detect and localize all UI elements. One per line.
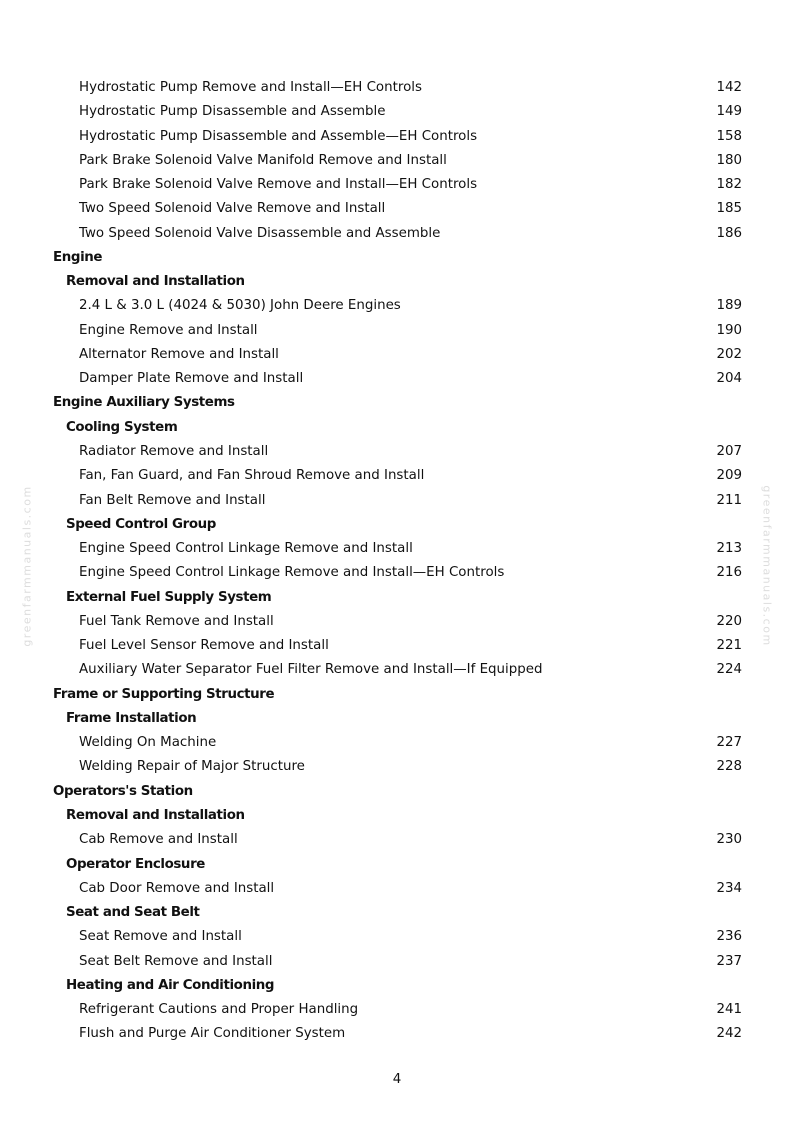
toc-entry[interactable] [0, 925, 794, 949]
toc-entry-title: Seat Remove and Install [79, 929, 242, 945]
toc-entry[interactable] [0, 416, 794, 440]
toc-entry-page: 224 [716, 662, 742, 678]
table-of-contents [0, 76, 794, 1047]
toc-entry-title: Engine Remove and Install [79, 322, 258, 338]
toc-entry-page: 207 [716, 443, 742, 459]
toc-entry-title: Hydrostatic Pump Remove and Install—EH Controls [79, 80, 422, 95]
toc-entry[interactable] [0, 683, 794, 707]
toc-entry-title: Engine Speed Control Linkage Remove and Install [79, 541, 413, 557]
toc-entry-title: Engine Speed Control Linkage Remove and Install—EH Controls [79, 565, 505, 581]
toc-entry-page: 234 [716, 880, 742, 896]
toc-entry[interactable] [0, 149, 794, 173]
toc-entry[interactable] [0, 197, 794, 221]
toc-entry-page: 220 [716, 613, 742, 629]
toc-entry[interactable] [0, 270, 794, 294]
toc-entry[interactable] [0, 294, 794, 318]
toc-entry-title: Alternator Remove and Install [79, 346, 279, 362]
toc-entry-page: 227 [716, 735, 742, 751]
page-number: 4 [392, 1072, 402, 1087]
toc-entry[interactable] [0, 853, 794, 877]
toc-entry-title: Fan Belt Remove and Install [79, 492, 266, 508]
toc-entry[interactable] [0, 367, 794, 391]
toc-entry[interactable] [0, 464, 794, 488]
toc-entry-page: 182 [716, 177, 742, 193]
toc-entry[interactable] [0, 246, 794, 270]
toc-entry-page: 190 [716, 322, 742, 338]
toc-entry[interactable] [0, 804, 794, 828]
toc-entry[interactable] [0, 561, 794, 585]
toc-entry-title: Operator Enclosure [66, 856, 205, 872]
toc-entry[interactable] [0, 828, 794, 852]
toc-entry[interactable] [0, 319, 794, 343]
toc-entry-title: Fuel Level Sensor Remove and Install [79, 638, 329, 654]
toc-entry[interactable] [0, 173, 794, 197]
toc-entry-title: Fan, Fan Guard, and Fan Shroud Remove and Install [79, 468, 425, 484]
toc-entry[interactable] [0, 634, 794, 658]
toc-entry-title: Seat Belt Remove and Install [79, 953, 273, 969]
toc-entry-page: 185 [716, 201, 742, 217]
toc-entry[interactable] [0, 391, 794, 415]
toc-entry-title: Two Speed Solenoid Valve Remove and Install [79, 201, 386, 217]
toc-entry[interactable] [0, 100, 794, 124]
toc-entry-title: Removal and Installation [66, 807, 245, 823]
toc-entry-title: Cooling System [66, 419, 178, 435]
toc-entry-title: Hydrostatic Pump Disassemble and Assemble [79, 104, 386, 120]
toc-entry-title: Heating and Air Conditioning [66, 977, 275, 993]
toc-entry[interactable] [0, 998, 794, 1022]
toc-entry-title: Welding Repair of Major Structure [79, 759, 305, 775]
toc-entry-title: Speed Control Group [66, 516, 216, 532]
toc-entry-page: 230 [716, 832, 742, 848]
toc-entry[interactable] [0, 513, 794, 537]
toc-entry[interactable] [0, 440, 794, 464]
toc-entry-page: 180 [716, 152, 742, 168]
toc-entry-title: Frame Installation [66, 710, 197, 726]
toc-entry-title: Fuel Tank Remove and Install [79, 613, 274, 629]
toc-entry-page: 142 [716, 80, 742, 95]
toc-entry-page: 149 [716, 104, 742, 120]
toc-entry-title: Radiator Remove and Install [79, 443, 269, 459]
toc-entry-title: Seat and Seat Belt [66, 905, 200, 921]
toc-entry-title: Cab Remove and Install [79, 832, 238, 848]
toc-entry-title: Removal and Installation [66, 274, 245, 290]
toc-entry[interactable] [0, 125, 794, 149]
toc-entry-title: Park Brake Solenoid Valve Remove and Install—EH Controls [79, 177, 478, 193]
toc-entry-page: 242 [716, 1026, 742, 1042]
toc-entry[interactable] [0, 537, 794, 561]
toc-entry-page: 221 [716, 638, 742, 654]
toc-entry-page: 237 [716, 953, 742, 969]
toc-entry-page: 228 [716, 759, 742, 775]
toc-entry[interactable] [0, 877, 794, 901]
toc-entry[interactable] [0, 586, 794, 610]
toc-entry[interactable] [0, 707, 794, 731]
toc-entry-title: Damper Plate Remove and Install [79, 371, 304, 387]
toc-entry[interactable] [0, 610, 794, 634]
toc-entry-page: 211 [716, 492, 742, 508]
toc-entry-page: 209 [716, 468, 742, 484]
toc-entry-title: Operators's Station [53, 783, 193, 799]
toc-entry[interactable] [0, 950, 794, 974]
toc-entry-page: 204 [716, 371, 742, 387]
toc-entry[interactable] [0, 658, 794, 682]
toc-entry[interactable] [0, 1022, 794, 1046]
toc-entry[interactable] [0, 780, 794, 804]
toc-entry[interactable] [0, 901, 794, 925]
toc-entry[interactable] [0, 755, 794, 779]
toc-entry-title: Hydrostatic Pump Disassemble and Assemble—EH Controls [79, 128, 478, 144]
toc-entry-title: Flush and Purge Air Conditioner System [79, 1026, 346, 1042]
toc-entry-title: Refrigerant Cautions and Proper Handling [79, 1002, 359, 1018]
toc-entry-title: Welding On Machine [79, 735, 217, 751]
toc-entry-page: 216 [716, 565, 742, 581]
toc-entry-title: Park Brake Solenoid Valve Manifold Remove and Install [79, 152, 447, 168]
toc-entry-title: Cab Door Remove and Install [79, 880, 275, 896]
toc-entry-title: 2.4 L & 3.0 L (4024 & 5030) John Deere Engines [79, 298, 401, 314]
watermark-left: greenfarmmanuals.com [20, 485, 34, 647]
toc-entry[interactable] [0, 731, 794, 755]
toc-entry-title: Frame or Supporting Structure [53, 686, 275, 702]
toc-entry[interactable] [0, 76, 794, 100]
toc-entry[interactable] [0, 974, 794, 998]
toc-entry-title: Auxiliary Water Separator Fuel Filter Remove and Install—If Equipped [79, 662, 543, 678]
toc-entry-page: 236 [716, 929, 742, 945]
toc-entry-title: External Fuel Supply System [66, 589, 272, 605]
toc-entry-page: 186 [716, 225, 742, 241]
toc-entry-page: 158 [716, 128, 742, 144]
toc-entry-page: 241 [716, 1002, 742, 1018]
toc-entry[interactable] [0, 343, 794, 367]
toc-entry-page: 202 [716, 346, 742, 362]
toc-entry-title: Engine Auxiliary Systems [53, 395, 235, 411]
toc-entry-page: 189 [716, 298, 742, 314]
toc-entry[interactable] [0, 489, 794, 513]
toc-entry[interactable] [0, 222, 794, 246]
toc-entry-page: 213 [716, 541, 742, 557]
toc-entry-title: Engine [53, 249, 103, 265]
toc-entry-title: Two Speed Solenoid Valve Disassemble and Assemble [79, 225, 441, 241]
watermark-right: greenfarmmanuals.com [760, 485, 774, 647]
